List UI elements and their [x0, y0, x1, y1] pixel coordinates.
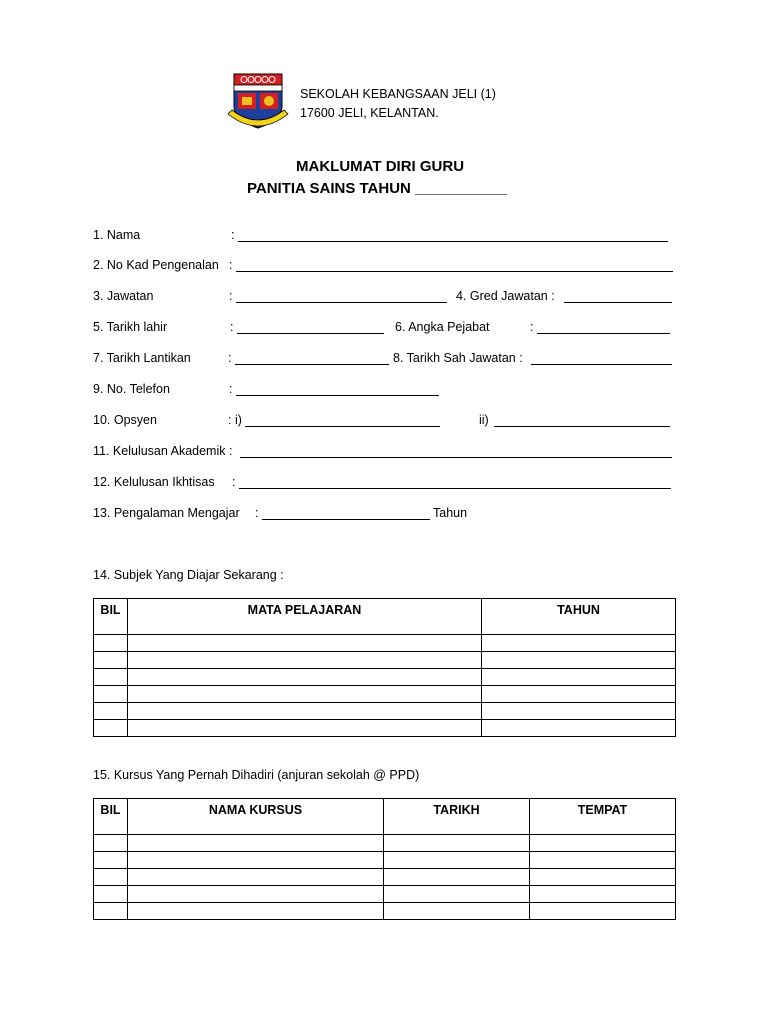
- school-name: SEKOLAH KEBANGSAAN JELI (1): [300, 87, 496, 101]
- column-header: TEMPAT: [530, 799, 676, 835]
- table-row[interactable]: [94, 886, 676, 903]
- column-header: MATA PELAJARAN: [128, 599, 482, 635]
- colon: :: [530, 320, 534, 334]
- table-row[interactable]: [94, 652, 676, 669]
- label-tarikh-lahir: 5. Tarikh lahir: [93, 320, 168, 334]
- table-row[interactable]: [94, 903, 676, 920]
- label-telefon: 9. No. Telefon: [93, 382, 170, 396]
- input-telefon[interactable]: [236, 395, 439, 396]
- input-tarikh-lantikan[interactable]: [235, 364, 389, 365]
- label-pengalaman: 13. Pengalaman Mengajar: [93, 506, 240, 520]
- column-header: TARIKH: [384, 799, 530, 835]
- colon: :: [229, 289, 233, 303]
- table-row[interactable]: [94, 669, 676, 686]
- colon: :: [229, 258, 233, 272]
- school-crest-icon: [226, 68, 290, 134]
- input-ikhtisas[interactable]: [239, 488, 671, 489]
- table-header-row: [94, 799, 676, 835]
- input-opsyen-ii[interactable]: [494, 426, 670, 427]
- table-row[interactable]: [94, 869, 676, 886]
- input-ic[interactable]: [236, 271, 673, 272]
- column-header: BIL: [94, 599, 128, 635]
- table-row[interactable]: [94, 686, 676, 703]
- form-subtitle: PANITIA SAINS TAHUN ___________: [247, 180, 507, 197]
- label-gred: 4. Gred Jawatan :: [456, 289, 555, 303]
- label-jawatan: 3. Jawatan: [93, 289, 154, 303]
- label-opsyen: 10. Opsyen: [93, 413, 157, 427]
- courses-heading: 15. Kursus Yang Pernah Dihadiri (anjuran sekolah @ PPD): [93, 768, 420, 782]
- input-nama[interactable]: [238, 241, 668, 242]
- label-opsyen-ii: ii): [479, 413, 489, 427]
- label-angka-pejabat: 6. Angka Pejabat: [395, 320, 490, 334]
- column-header: TAHUN: [482, 599, 676, 635]
- input-angka-pejabat[interactable]: [537, 333, 670, 334]
- input-tarikh-sah[interactable]: [531, 364, 672, 365]
- input-gred[interactable]: [564, 302, 672, 303]
- label-opsyen-i: : i): [228, 413, 242, 427]
- label-akademik: 11. Kelulusan Akademik :: [93, 444, 233, 458]
- table-row[interactable]: [94, 635, 676, 652]
- colon: :: [231, 228, 235, 242]
- courses-table: [93, 798, 676, 920]
- table-row[interactable]: [94, 703, 676, 720]
- form-title: MAKLUMAT DIRI GURU: [296, 158, 465, 175]
- input-jawatan[interactable]: [236, 302, 447, 303]
- colon: :: [228, 351, 232, 365]
- colon: :: [232, 475, 236, 489]
- colon: :: [255, 506, 259, 520]
- colon: :: [230, 320, 234, 334]
- subjects-heading: 14. Subjek Yang Diajar Sekarang :: [93, 568, 284, 582]
- table-row[interactable]: [94, 835, 676, 852]
- label-tahun: Tahun: [433, 506, 468, 520]
- table-row[interactable]: [94, 720, 676, 737]
- table-row[interactable]: [94, 852, 676, 869]
- input-opsyen-i[interactable]: [245, 426, 440, 427]
- column-header: BIL: [94, 799, 128, 835]
- input-akademik[interactable]: [240, 457, 672, 458]
- input-tarikh-lahir[interactable]: [237, 333, 384, 334]
- school-logo: [226, 68, 290, 134]
- colon: :: [229, 382, 233, 396]
- label-ikhtisas: 12. Kelulusan Ikhtisas: [93, 475, 215, 489]
- label-tarikh-sah: 8. Tarikh Sah Jawatan :: [393, 351, 523, 365]
- column-header: NAMA KURSUS: [128, 799, 384, 835]
- school-address: 17600 JELI, KELANTAN.: [300, 106, 439, 120]
- label-nama: 1. Nama: [93, 228, 141, 242]
- input-pengalaman[interactable]: [262, 519, 430, 520]
- subjects-table: [93, 598, 676, 737]
- label-tarikh-lantikan: 7. Tarikh Lantikan: [93, 351, 191, 365]
- label-ic: 2. No Kad Pengenalan: [93, 258, 219, 272]
- table-header-row: [94, 599, 676, 635]
